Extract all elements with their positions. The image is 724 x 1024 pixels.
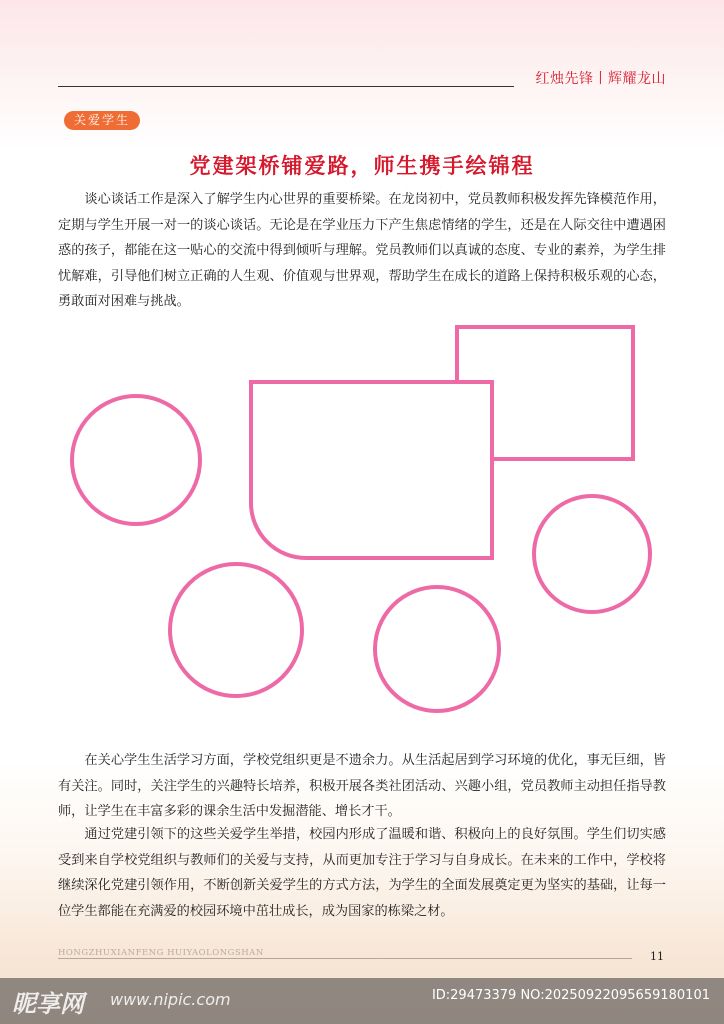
- watermark-logo: 昵享网: [12, 990, 84, 1018]
- footer-rule: [58, 958, 632, 959]
- paragraph-2: 在关心学生生活学习方面，学校党组织更是不遗余力。从生活起居到学习环境的优化，事无巨细，皆有关注。同时，关注学生的兴趣特长培养，积极开展各类社团活动、兴趣小组，党员教师主动担任指导教师，让学生在丰富多彩的课余生活中发掘潜能、增长才干。: [58, 753, 666, 819]
- watermark-site: www.nipic.com: [110, 990, 231, 1009]
- header-title: 红烛先锋丨辉耀龙山: [535, 71, 666, 87]
- section-tag: 关爱学生: [64, 111, 140, 130]
- paragraph-3: 通过党建引领下的这些关爱学生举措，校园内形成了温暖和谐、积极向上的良好氛围。学生们切实感受到来自学校党组织与教师们的关爱与支持，从而更加专注于学习与自身成长。在未来的工作中，学校将继续深化党建引领作用，不断创新关爱学生的方式方法，为学生的全面发展奠定更为坚实的基础，让每一位学生都能在充满爱的校园环境中茁壮成长，成为国家的栋梁之材。: [58, 827, 666, 919]
- watermark-id: ID:29473379 NO:20250922095659180101: [431, 988, 710, 1003]
- header-rule: [58, 86, 514, 87]
- photo-frame-circle-bottom-left: [170, 564, 302, 696]
- photo-frame-circle-right: [534, 496, 650, 612]
- article-title: 党建架桥铺爱路，师生携手绘锦程: [189, 153, 535, 178]
- photo-frames-group: [0, 318, 724, 718]
- paragraph-1: 谈心谈话工作是深入了解学生内心世界的重要桥梁。在龙岗初中，党员教师积极发挥先锋模范作用，定期与学生开展一对一的谈心谈话。无论是在学业压力下产生焦虑情绪的学生，还是在人际交往中遭遇困惑的孩子，都能在这一贴心的交流中得到倾听与理解。党员教师们以真诚的态度、专业的素养，为学生排忧解难，引导他们树立正确的人生观、价值观与世界观，帮助学生在成长的道路上保持积极乐观的心态，勇敢面对困难与挑战。: [58, 192, 666, 309]
- footer-running-text: HONGZHUXIANFENG HUIYAOLONGSHAN: [58, 948, 264, 958]
- photo-frame-circle-bottom-center: [375, 587, 499, 711]
- photo-frame-rounded-rect: [251, 382, 492, 558]
- photo-frame-circle-left: [72, 396, 200, 524]
- page-number: 11: [650, 950, 664, 963]
